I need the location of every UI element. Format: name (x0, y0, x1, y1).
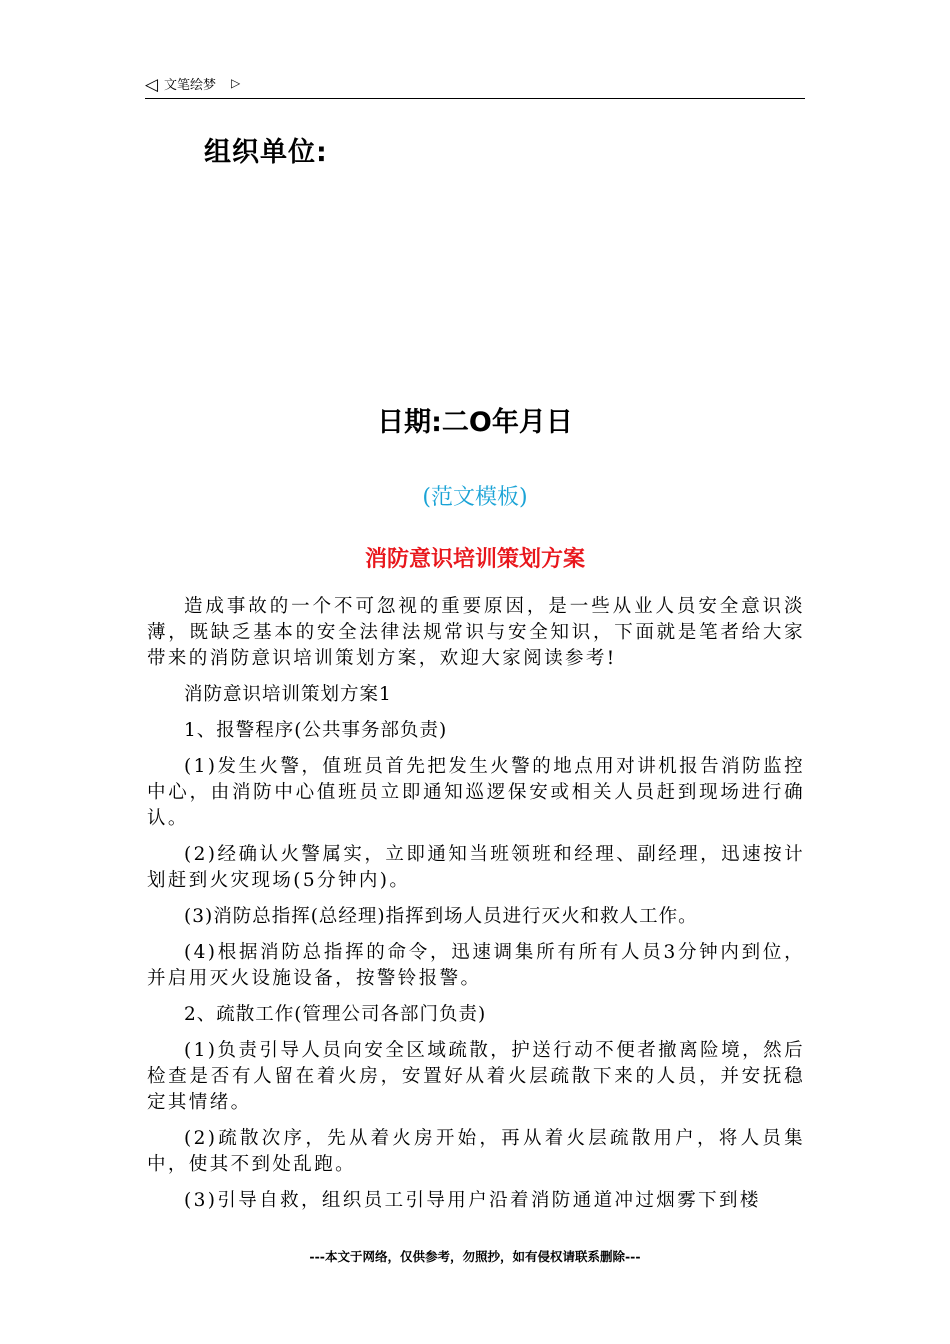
page-footer: ---本文于网络，仅供参考，勿照抄，如有侵权请联系删除--- (309, 1249, 641, 1264)
document-body (147, 594, 805, 1224)
paragraph-intro: 造成事故的一个不可忽视的重要原因，是一些从业人员安全意识淡薄，既缺乏基本的安全法律法规常识与安全知识，下面就是笔者给大家带来的消防意识培训策划方案，欢迎大家阅读参考! (147, 596, 805, 669)
date-label: 日期:二O年月日 (377, 407, 573, 438)
org-label: 组织单位: (204, 137, 328, 168)
paragraph: (3)消防总指挥(总经理)指挥到场人员进行灭火和救人工作。 (184, 906, 698, 927)
paragraph-heading: 消防意识培训策划方案1 (184, 684, 392, 705)
paragraph: (4)根据消防总指挥的命令，迅速调集所有所有人员3分钟内到位，并启用灭火设施设备，按警铃报警。 (147, 942, 805, 989)
page-header (145, 74, 805, 99)
paragraph-section-2: 2、疏散工作(管理公司各部门负责) (184, 1004, 487, 1025)
paragraph: (3)引导自救，组织员工引导用户沿着消防通道冲过烟雾下到楼 (184, 1190, 761, 1211)
triangle-left-icon: ◁ (145, 75, 159, 95)
paragraph: (2)疏散次序，先从着火房开始，再从着火层疏散用户，将人员集中，使其不到处乱跑。 (147, 1128, 805, 1175)
triangle-right-icon: ▷ (231, 76, 241, 90)
paragraph-section-1: 1、报警程序(公共事务部负责) (184, 720, 448, 741)
paragraph: (1)负责引导人员向安全区域疏散，护送行动不便者撤离险境，然后检查是否有人留在着火房，安置好从着火层疏散下来的人员，并安抚稳定其情绪。 (147, 1040, 805, 1113)
header-brand: 文笔绘梦 (164, 78, 217, 93)
paragraph: (1)发生火警，值班员首先把发生火警的地点用对讲机报告消防监控中心，由消防中心值班员立即通知巡逻保安或相关人员赶到现场进行确认。 (147, 756, 805, 829)
template-tag: (范文模板) (422, 485, 528, 510)
document-title: 消防意识培训策划方案 (364, 547, 585, 572)
paragraph: (2)经确认火警属实，立即通知当班领班和经理、副经理，迅速按计划赶到火灾现场(5分钟内)。 (147, 844, 805, 891)
